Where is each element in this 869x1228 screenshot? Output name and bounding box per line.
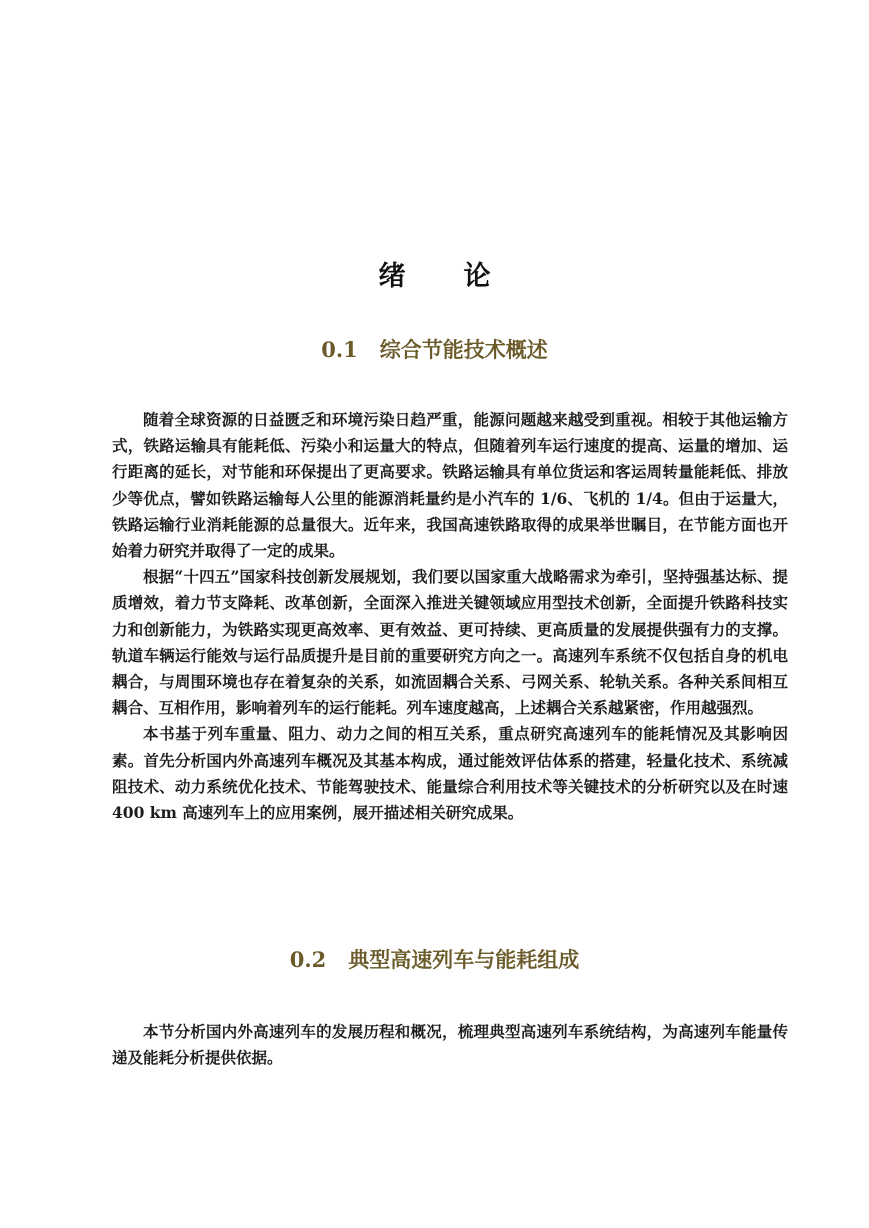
paragraph: 本节分析国内外高速列车的发展历程和概况，梳理典型高速列车系统结构，为高速列车能量传递及能耗分析提供依据。 <box>112 1022 788 1068</box>
section-heading-0-1 <box>0 334 869 364</box>
paragraph: 根据“十四五”国家科技创新发展规划，我们要以国家重大战略需求为牵引，坚持强基达标、提质增效，着力节支降耗、改革创新，全面深入推进关键领域应用型技术创新，全面提升铁路科技实力和创新能力，为铁路实现更高效率、更有效益、更可持续、更高质量的发展提供强有力的支撑。轨道车辆运行能效与运行品质提升是目前的重要研究方向之一。高速列车系统不仅包括自身的机电耦合，与周围环境也存在着复杂的关系，如流固耦合关系、弓网关系、轮轨关系。各种关系间相互耦合、互相作用，影响着列车的运行能耗。列车速度越高，上述耦合关系越紧密，作用越强烈。 <box>112 567 788 718</box>
section-title: 典型高速列车与能耗组成 <box>348 947 580 972</box>
section-heading-0-2 <box>0 944 869 974</box>
section-0-1-body <box>112 407 788 826</box>
section-0-2-body <box>112 1019 788 1071</box>
chapter-title: 绪论 <box>378 261 549 292</box>
paragraph: 本书基于列车重量、阻力、动力之间的相互关系，重点研究高速列车的能耗情况及其影响因素。首先分析国内外高速列车概况及其基本构成，通过能效评估体系的搭建，轻量化技术、系统减阻技术、动力系统优化技术、节能驾驶技术、能量综合利用技术等关键技术的分析研究以及在时速 400 km 高速列车上的应用案例，展开描述相关研究成果。 <box>112 724 788 823</box>
paragraph: 随着全球资源的日益匮乏和环境污染日趋严重，能源问题越来越受到重视。相较于其他运输方式，铁路运输具有能耗低、污染小和运量大的特点，但随着列车运行速度的提高、运量的增加、运行距离的延长，对节能和环保提出了更高要求。铁路运输具有单位货运和客运周转量能耗低、排放少等优点，譬如铁路运输每人公里的能源消耗量约是小汽车的 1/6、飞机的 1/4。但由于运量大，铁路运输行业消耗能源的总量很大。近年来，我国高速铁路取得的成果举世瞩目，在节能方面也开始着力研究并取得了一定的成果。 <box>112 410 788 561</box>
section-number: 0.2 <box>289 947 327 972</box>
section-title: 综合节能技术概述 <box>379 337 548 362</box>
section-number: 0.1 <box>321 337 358 362</box>
